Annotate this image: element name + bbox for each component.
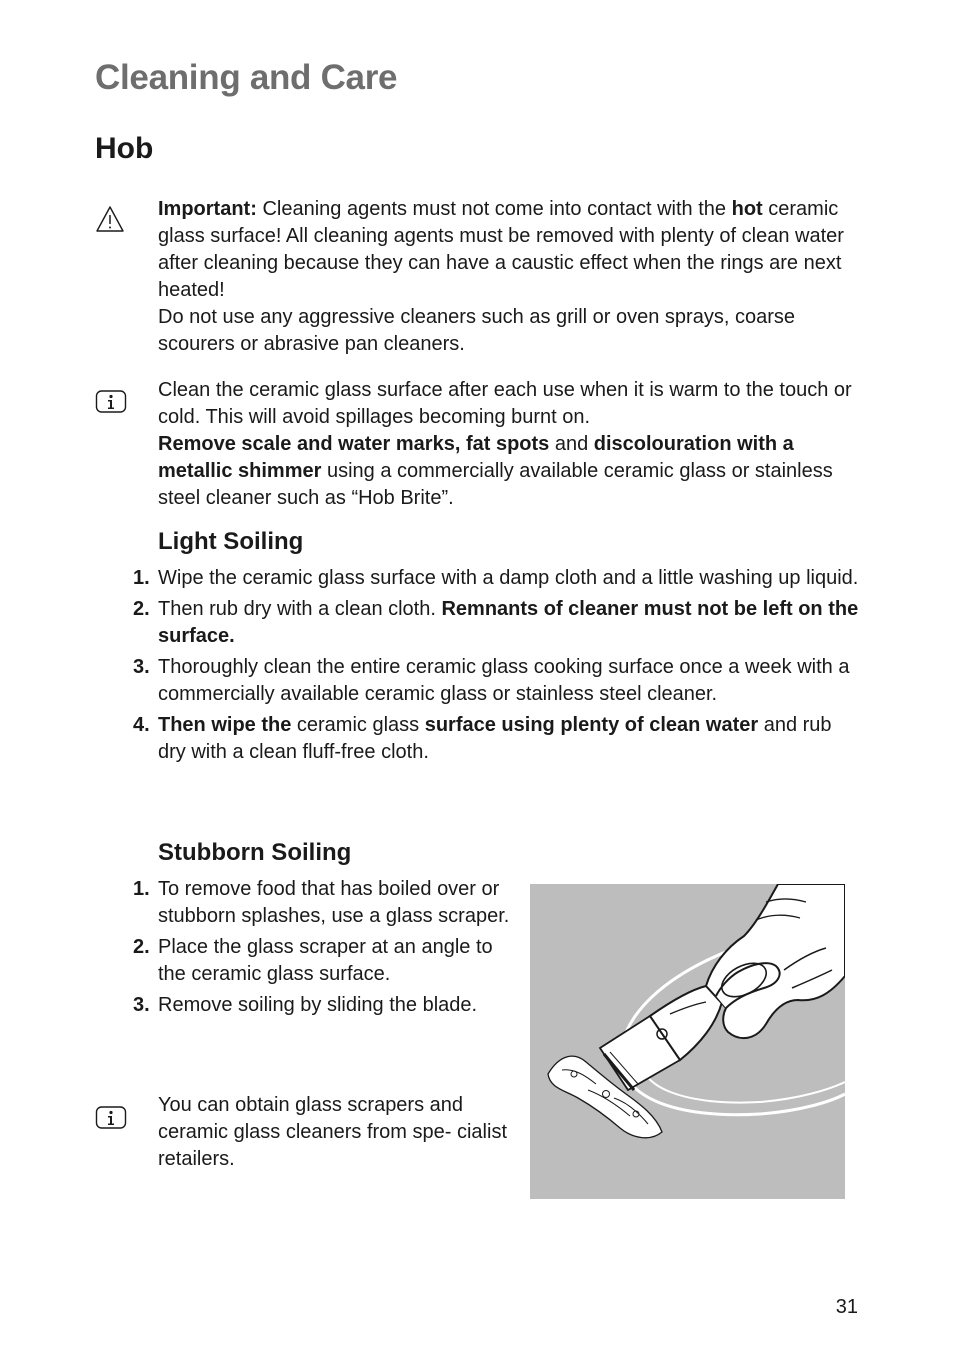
list-item: 1. Wipe the ceramic glass surface with a damp cloth and a little washing up liquid. bbox=[133, 567, 859, 589]
info-icon bbox=[95, 389, 127, 420]
warning-note: Important: Cleaning agents must not come into contact with the hot ceramic glass surface! All cleaning agents must be removed with plenty of clean water after cleaning because they can have a caustic effect when the rings are next heated! Do not use any aggressive cleaners such as grill or oven sprays, coarse scourers or abrasive pan cleaners. bbox=[158, 198, 844, 355]
section-title: Cleaning and Care bbox=[95, 58, 398, 97]
glass-scraper-illustration bbox=[530, 884, 845, 1199]
light-soiling-heading: Light Soiling bbox=[158, 528, 304, 555]
warning-triangle-icon bbox=[95, 205, 125, 238]
stubborn-soiling-heading: Stubborn Soiling bbox=[158, 839, 352, 866]
list-item: 3. Thoroughly clean the entire ceramic glass cooking surface once a week with a commercially available ceramic glass or stainless steel cleaner. bbox=[133, 656, 850, 705]
list-item: 2. Then rub dry with a clean cloth. Remnants of cleaner must not be left on the surface. bbox=[133, 598, 859, 647]
list-item: 1. To remove food that has boiled over or stubborn splashes, use a glass scraper. bbox=[133, 878, 510, 927]
stubborn-soiling-steps bbox=[95, 876, 515, 1023]
important-label: Important: bbox=[158, 198, 257, 220]
subsection-title: Hob bbox=[95, 132, 154, 165]
info-note-retailers: You can obtain glass scrapers and ceramic glass cleaners from spe- cialist retailers. bbox=[158, 1094, 507, 1170]
light-soiling-steps bbox=[95, 565, 860, 770]
info-icon bbox=[95, 1105, 127, 1136]
list-item: 2. Place the glass scraper at an angle to the ceramic glass surface. bbox=[133, 936, 493, 985]
info-note-cleaning: Clean the ceramic glass surface after each use when it is warm to the touch or cold. This will avoid spillages becoming burnt on. Remove scale and water marks, fat spots and discolouration with a metallic shimmer using a commercially available ceramic glass or stainless steel cleaner such as “Hob Brite”. bbox=[158, 379, 852, 509]
list-item: 3. Remove soiling by sliding the blade. bbox=[133, 994, 478, 1016]
list-item: 4. Then wipe the ceramic glass surface using plenty of clean water and rub dry with a clean fluff-free cloth. bbox=[133, 714, 832, 763]
page-number: 31 bbox=[835, 1296, 858, 1318]
